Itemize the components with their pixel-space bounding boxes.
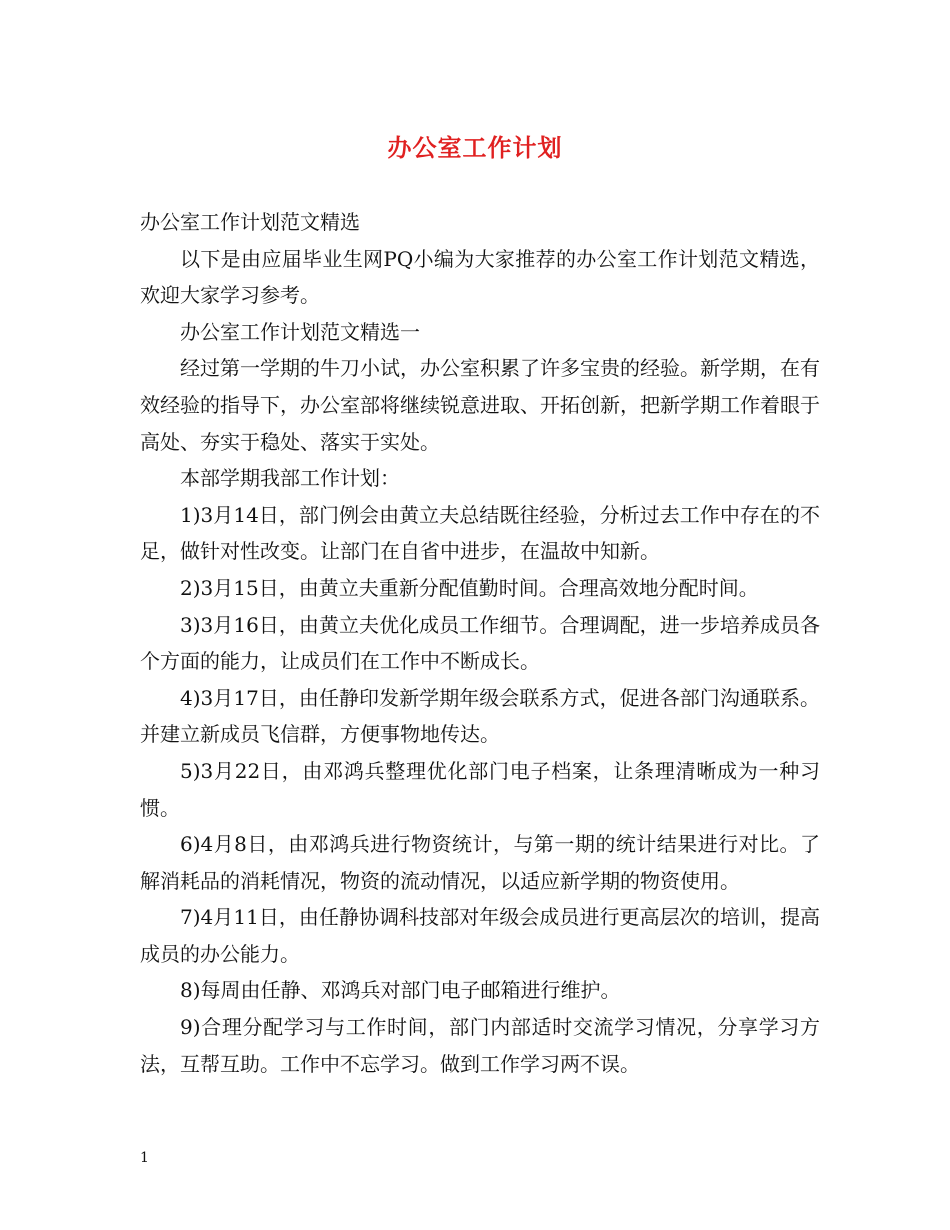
plan-item-5: 5)3月22日，由邓鸿兵整理优化部门电子档案，让条理清晰成为一种习惯。 bbox=[140, 758, 820, 820]
page-number: 1 bbox=[140, 1150, 149, 1166]
plan-item-3: 3)3月16日，由黄立夫优化成员工作细节。合理调配，进一步培养成员各个方面的能力，让成员们在工作中不断成长。 bbox=[140, 612, 820, 674]
document-body bbox=[140, 204, 820, 1082]
plan-item-1: 1)3月14日，部门例会由黄立夫总结既往经验，分析过去工作中存在的不足，做针对性改变。让部门在自省中进步，在温故中知新。 bbox=[140, 502, 820, 564]
paragraph-intro: 以下是由应届毕业生网PQ小编为大家推荐的办公室工作计划范文精选，欢迎大家学习参考。 bbox=[140, 246, 820, 308]
plan-item-7: 7)4月11日，由任静协调科技部对年级会成员进行更高层次的培训，提高成员的办公能力。 bbox=[140, 905, 820, 966]
plan-item-8: 8)每周由任静、邓鸿兵对部门电子邮箱进行维护。 bbox=[180, 978, 621, 1003]
plan-heading: 本部学期我部工作计划： bbox=[180, 466, 400, 491]
document-subtitle: 办公室工作计划范文精选 bbox=[140, 210, 360, 234]
plan-item-9: 9)合理分配学习与工作时间，部门内部适时交流学习情况，分享学习方法，互帮互助。工作中不忘学习。做到工作学习两不误。 bbox=[140, 1015, 820, 1076]
document-title: 办公室工作计划 bbox=[387, 133, 563, 162]
plan-item-2: 2)3月15日，由黄立夫重新分配值勤时间。合理高效地分配时间。 bbox=[180, 575, 759, 600]
plan-item-4: 4)3月17日，由任静印发新学期年级会联系方式，促进各部门沟通联系。并建立新成员飞信群，方便事物地传达。 bbox=[140, 685, 820, 747]
paragraph-overview: 经过第一学期的牛刀小试，办公室积累了许多宝贵的经验。新学期，在有效经验的指导下，办公室部将继续锐意进取、开拓创新，把新学期工作着眼于高处、夯实于稳处、落实于实处。 bbox=[140, 356, 820, 454]
plan-item-6: 6)4月8日，由邓鸿兵进行物资统计，与第一期的统计结果进行对比。了解消耗品的消耗情况，物资的流动情况，以适应新学期的物资使用。 bbox=[140, 832, 820, 893]
section-heading: 办公室工作计划范文精选一 bbox=[180, 319, 420, 344]
